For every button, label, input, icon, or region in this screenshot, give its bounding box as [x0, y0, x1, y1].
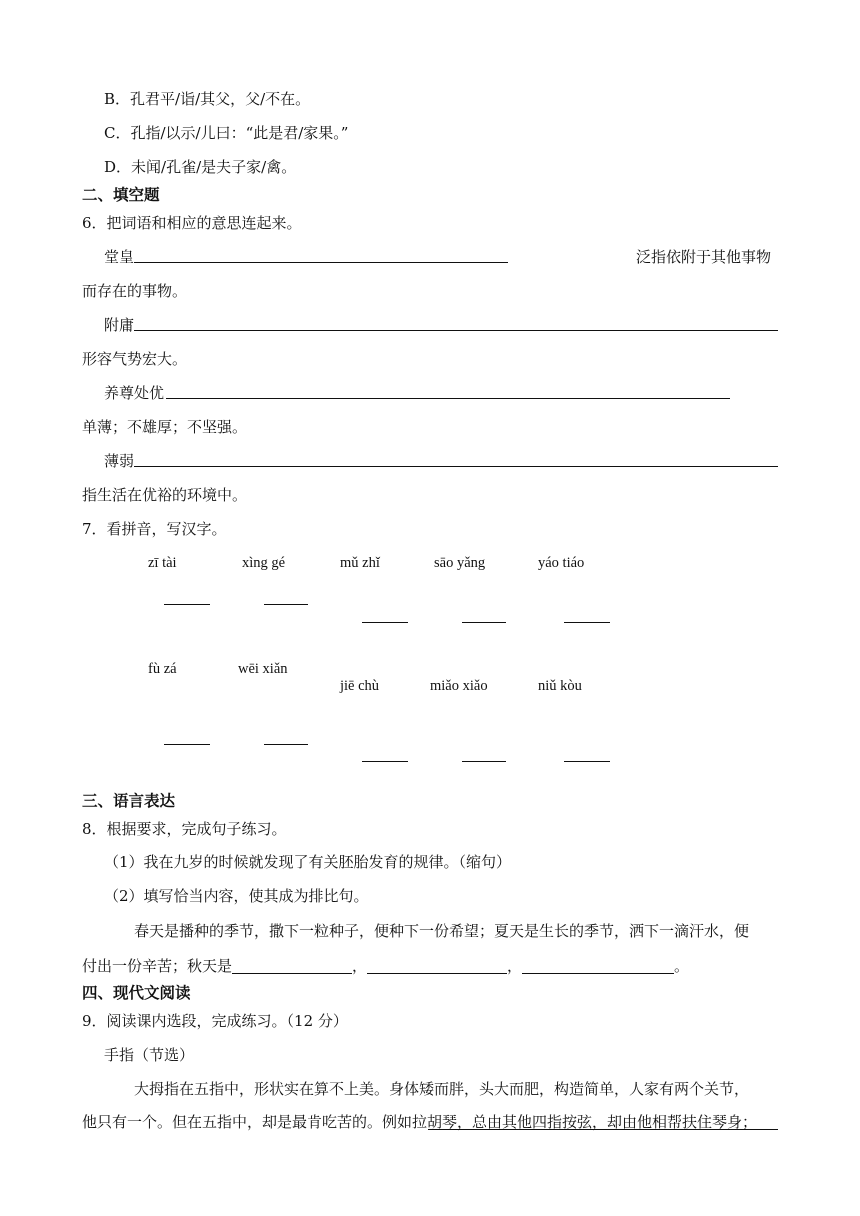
q8-part-1: （1）我在九岁的时候就发现了有关胚胎发育的规律。（缩句） — [104, 853, 512, 871]
period: 。 — [674, 957, 690, 975]
q6-meaning-2: 形容气势宏大。 — [82, 350, 188, 368]
passage-title: 手指（节选） — [104, 1046, 195, 1064]
fill-blank-2[interactable] — [367, 956, 507, 974]
q8-part-2: （2）填写恰当内容，使其成为排比句。 — [104, 887, 369, 905]
pinyin-10: niǔ kòu — [538, 678, 582, 694]
q6-meaning-1a: 泛指依附于其他事物 — [636, 248, 772, 266]
pinyin-4: sāo yǎng — [434, 555, 486, 571]
q8-sentence-line-1: 春天是播种的季节，撒下一粒种子，便种下一份希望；夏天是生长的季节，洒下一滴汗水，便 — [134, 922, 750, 940]
answer-blank-6[interactable] — [164, 744, 210, 745]
match-line-3[interactable] — [166, 398, 730, 399]
answer-blank-5[interactable] — [564, 622, 610, 623]
option-c: C．孔指/以示/儿曰：“此是君/家果。” — [104, 124, 349, 142]
pinyin-3: mǔ zhǐ — [340, 555, 380, 571]
match-line-2[interactable] — [134, 330, 778, 331]
pinyin-5: yáo tiáo — [538, 555, 585, 571]
comma-2: ， — [507, 957, 523, 975]
option-d: D．未闻/孔雀/是夫子家/禽。 — [104, 158, 297, 176]
answer-blank-7[interactable] — [264, 744, 308, 745]
q6-stem: 6．把词语和相应的意思连起来。 — [82, 214, 302, 232]
section-title-expression: 三、语言表达 — [82, 792, 176, 810]
answer-blank-8[interactable] — [362, 761, 408, 762]
answer-blank-4[interactable] — [462, 622, 506, 623]
q6-meaning-3: 单薄；不雄厚；不坚强。 — [82, 418, 248, 436]
fill-blank-1[interactable] — [232, 956, 352, 974]
answer-blank-1[interactable] — [164, 604, 210, 605]
passage-underline — [428, 1129, 778, 1130]
comma-1: ， — [352, 957, 368, 975]
section-title-fill-blank: 二、填空题 — [82, 186, 160, 204]
q6-meaning-1b: 而存在的事物。 — [82, 282, 188, 300]
q6-word-2: 附庸 — [104, 316, 135, 334]
answer-blank-9[interactable] — [462, 761, 506, 762]
pinyin-2: xìng gé — [242, 555, 286, 571]
answer-blank-3[interactable] — [362, 622, 408, 623]
match-line-4[interactable] — [134, 466, 778, 467]
pinyin-8: jiē chù — [340, 678, 380, 694]
pinyin-9: miǎo xiǎo — [430, 678, 488, 694]
match-line-1[interactable] — [134, 262, 508, 263]
section-title-reading: 四、现代文阅读 — [82, 984, 191, 1002]
q6-word-3: 养尊处优 — [104, 384, 165, 402]
fill-blank-3[interactable] — [522, 956, 674, 974]
option-b: B．孔君平/诣/其父，父/不在。 — [104, 90, 311, 108]
q6-word-1: 堂皇 — [104, 248, 135, 266]
q6-word-4: 薄弱 — [104, 452, 135, 470]
answer-blank-10[interactable] — [564, 761, 610, 762]
pinyin-7: wēi xiǎn — [238, 661, 288, 677]
passage-line-2: 他只有一个。但在五指中，却是最肯吃苦的。例如拉胡琴，总由其他四指按弦，却由他相帮扶住琴身； — [82, 1113, 758, 1131]
q7-stem: 7．看拼音，写汉字。 — [82, 520, 227, 538]
passage-line-1: 大拇指在五指中，形状实在算不上美。身体矮而胖，头大而肥，构造简单，人家有两个关节， — [134, 1080, 750, 1098]
q8-sentence-line-2 — [82, 956, 689, 976]
q8-sentence-start: 付出一份辛苦；秋天是 — [82, 957, 233, 975]
q9-stem: 9．阅读课内选段，完成练习。（12 分） — [82, 1012, 348, 1030]
pinyin-1: zī tài — [148, 555, 177, 571]
pinyin-6: fù zá — [148, 661, 177, 677]
answer-blank-2[interactable] — [264, 604, 308, 605]
q6-meaning-4: 指生活在优裕的环境中。 — [82, 486, 248, 504]
q8-stem: 8．根据要求，完成句子练习。 — [82, 820, 287, 838]
